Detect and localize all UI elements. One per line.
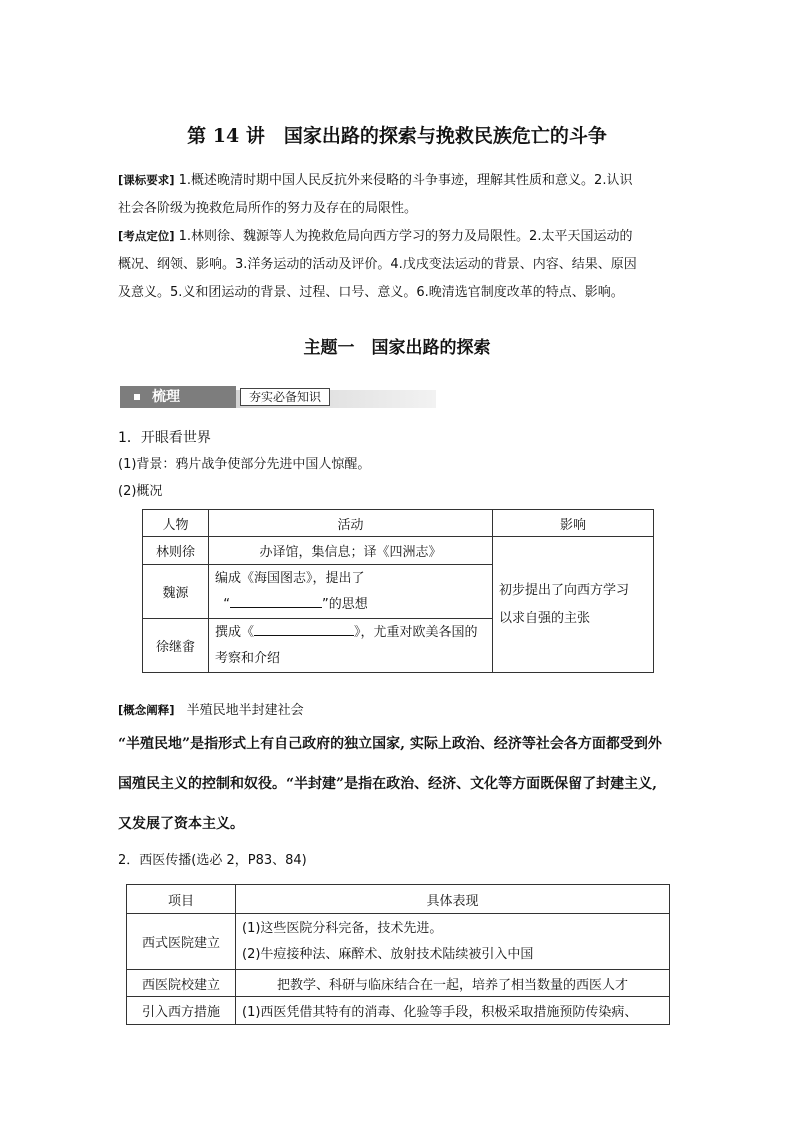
- concept-body: [118, 724, 678, 844]
- detail-cell: 把教学、科研与临床结合在一起，培养了相当数量的西医人才: [236, 970, 670, 997]
- person-cell: 林则徐: [143, 537, 209, 565]
- concept-line-1: “半殖民地”是指形式上有自己政府的独立国家, 实际上政治、经济等社会各方面都受到外: [118, 736, 662, 752]
- table-header-row: [127, 885, 670, 914]
- answer-blank: [254, 621, 354, 636]
- square-bullet-icon: [134, 394, 140, 400]
- requirements-paragraph: [118, 166, 678, 223]
- item1-background: (1)背景：鸦片战争使部分先进中国人惊醒。: [118, 457, 371, 472]
- table-header-cell: 活动: [209, 510, 493, 537]
- item1-overview: (2)概况: [118, 484, 163, 499]
- positioning-line-3: 及意义。5.义和团运动的背景、过程、口号、意义。6.晚清选官制度改革的特点、影响。: [118, 285, 624, 300]
- detail-cell: (1)西医凭借其特有的消毒、化验等手段，积极采取措施预防传染病、: [236, 997, 670, 1025]
- table-row: [127, 970, 670, 997]
- concept-line-2: 国殖民主义的控制和奴役。“半封建”是指在政治、经济、文化等方面既保留了封建主义,: [118, 776, 657, 792]
- section-title: 主题一 国家出路的探索: [303, 338, 491, 358]
- western-medicine-table: [126, 884, 670, 1025]
- requirements-line-2: 社会各阶级为挽救危局所作的努力及存在的局限性。: [118, 201, 418, 216]
- table-row: [127, 997, 670, 1025]
- person-cell: 徐继畬: [143, 619, 209, 673]
- item-cell: 西医院校建立: [127, 970, 236, 997]
- detail-line-2: (2)牛痘接种法、麻醉术、放射技术陆续被引入中国: [242, 946, 534, 962]
- banner-label: 梳理: [152, 389, 180, 405]
- activity-cell: [209, 619, 493, 673]
- influence-line-1: 初步提出了向西方学习: [499, 582, 630, 598]
- activity-line-2: [215, 592, 486, 618]
- concept-heading: 半殖民地半封建社会: [186, 703, 304, 718]
- requirements-tag: [课标要求]: [118, 173, 175, 187]
- positioning-line-2: 概况、纲领、影响。3.洋务运动的活动及评价。4.戊戌变法运动的背景、内容、结果、原因: [118, 257, 637, 272]
- item2-heading: 2．西医传播(选必 2，P83、84): [118, 853, 307, 868]
- concept-tag: [概念阐释]: [118, 703, 175, 717]
- lesson-title: 第 14 讲 国家出路的探索与挽救民族危亡的斗争: [187, 125, 607, 147]
- person-cell: 魏源: [143, 565, 209, 619]
- requirements-line-1: 1.概述晚清时期中国人民反抗外来侵略的斗争事迹，理解其性质和意义。2.认识: [178, 173, 633, 188]
- influence-line-2: 以求自强的主张: [499, 610, 591, 626]
- positioning-paragraph: [118, 222, 678, 307]
- table-row: [127, 914, 670, 970]
- book-open: 撰成《: [215, 624, 255, 640]
- table-header-cell: 项目: [127, 885, 236, 914]
- positioning-line-1: 1.林则徐、魏源等人为挽救危局向西方学习的努力及局限性。2.太平天国运动的: [178, 229, 633, 244]
- concept-line-3: 又发展了资本主义。: [118, 816, 244, 832]
- table-header-row: [143, 510, 654, 537]
- table-header-cell: 具体表现: [236, 885, 670, 914]
- banner-subtitle: 夯实必备知识: [240, 388, 330, 406]
- activity-line-1: 编成《海国图志》，提出了: [215, 570, 365, 586]
- world-view-table: [142, 509, 654, 673]
- banner-block: [120, 386, 236, 408]
- activity-line-2: 考察和介绍: [215, 650, 281, 666]
- positioning-tag: [考点定位]: [118, 229, 175, 243]
- detail-line-1: (1)这些医院分科完备，技术先进。: [242, 920, 443, 936]
- table-header-cell: 人物: [143, 510, 209, 537]
- concept-header: [118, 700, 304, 721]
- activity-line-1: [215, 620, 486, 646]
- quote-close: ”的思想: [322, 596, 368, 612]
- table-row: [143, 537, 654, 565]
- book-close: 》，尤重对欧美各国的: [354, 624, 478, 640]
- table-header-cell: 影响: [493, 510, 654, 537]
- detail-cell: [236, 914, 670, 970]
- influence-cell: [493, 537, 654, 673]
- answer-blank: [230, 593, 322, 608]
- review-banner: [120, 386, 436, 408]
- quote-open: “: [223, 596, 231, 612]
- activity-cell: [209, 565, 493, 619]
- item-cell: 引入西方措施: [127, 997, 236, 1025]
- item-cell: 西式医院建立: [127, 914, 236, 970]
- item1-heading: 1．开眼看世界: [118, 430, 211, 446]
- activity-cell: 办译馆，集信息；译《四洲志》: [209, 537, 493, 565]
